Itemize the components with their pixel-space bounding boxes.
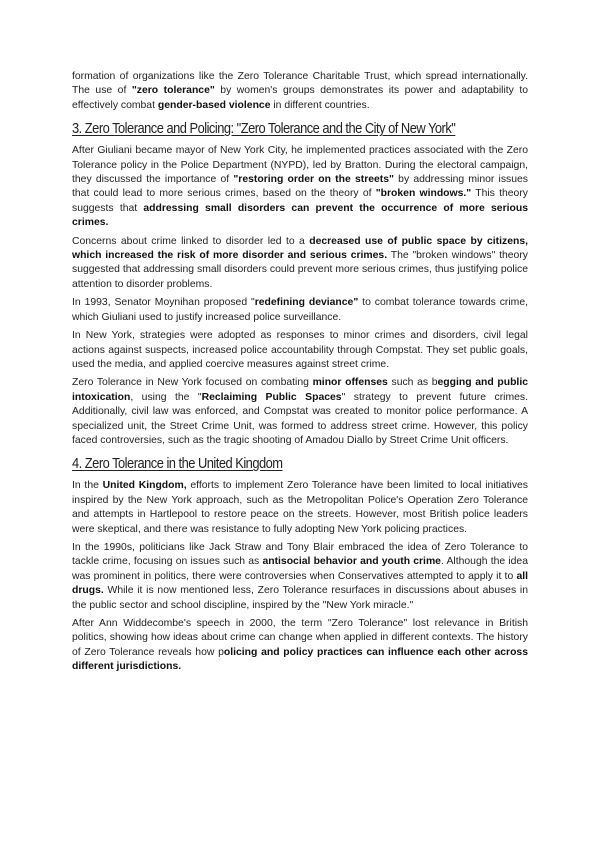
bold-text: minor offenses — [312, 377, 388, 389]
bold-text: "broken windows." — [375, 188, 472, 200]
section-heading: 4. Zero Tolerance in the United Kingdom — [72, 455, 283, 473]
paragraph — [72, 479, 528, 537]
bold-text: "restoring order on the streets" — [233, 174, 394, 186]
bold-text: all drugs. — [72, 570, 528, 597]
bold-text: antisocial behavior and youth crime — [262, 556, 441, 568]
text: This theory suggests that — [72, 188, 528, 214]
text: In the — [72, 480, 103, 492]
document-page — [72, 70, 528, 679]
paragraph — [72, 296, 528, 325]
paragraph — [72, 541, 528, 613]
bold-text: redefining deviance" — [254, 297, 359, 309]
text: After Giuliani became mayor of New York City, he implemented practices associated with the Zero Tolerance policy in the Police Department (NYPD), led by Bratton. During the electoral campaign, they discussed the importance of — [72, 145, 528, 186]
paragraph — [72, 617, 528, 675]
bold-text: Reclaiming Public Spaces — [201, 391, 342, 403]
text: " strategy to prevent future crimes. Additionally, civil law was enforced, and Compstat was created to monitor police performance. A specialized unit, the Street Crime Unit, was formed to address street crime. However, this policy faced controversies, such as the tragic shooting of Amadou Diallo by Street Crime Unit officers. — [72, 391, 528, 446]
bold-text: gender-based violence — [157, 99, 271, 111]
bold-text: "zero tolerance" — [131, 85, 215, 97]
section-heading: 3. Zero Tolerance and Policing: "Zero Tolerance and the City of New York" — [72, 120, 456, 138]
text: such as b — [387, 377, 438, 389]
text: After Ann Widdecombe's speech in 2000, the term "Zero Tolerance" lost relevance in British politics, showing how ideas about crime can change when applied in different contexts. The history of Zero Tolerance reveals how p — [72, 618, 528, 658]
text: Concerns about crime linked to disorder led to a — [72, 235, 310, 247]
bold-text: olicing and policy practices can influence each other across different jurisdictions. — [72, 646, 528, 673]
paragraph — [72, 235, 528, 293]
paragraph — [72, 376, 528, 448]
text: to combat tolerance towards crime, which Giuliani used to justify increased police surveillance. — [72, 297, 528, 323]
text: efforts to implement Zero Tolerance have been limited to local initiatives inspired by the New York approach, such as the Metropolitan Police's Operation Zero Tolerance and attempts in Hartlepool to restore peace on the streets. However, most British police leaders were skeptical, and there was resistance to fully adopting New York policing practices. — [72, 480, 528, 535]
text: In the 1990s, politicians like Jack Straw and Tony Blair embraced the idea of Zero Tolerance to tackle crime, focusing on issues such as — [72, 541, 528, 568]
bold-text: addressing small disorders can prevent the occurrence of more serious crimes. — [72, 202, 528, 229]
bold-text: United Kingdom, — [102, 480, 187, 492]
text: formation of organizations like the Zero Tolerance Charitable Trust, which spread internationally. The use of — [72, 71, 528, 97]
text: While it is now mentioned less, Zero Tolerance resurfaces in discussions about abuses in the public sector and school discipline, inspired by the "New York miracle." — [72, 585, 528, 611]
paragraph — [72, 144, 528, 230]
paragraph — [72, 329, 528, 372]
text: in different countries. — [270, 99, 370, 111]
text: The "broken windows" theory suggested that addressing small disorders could prevent more serious crimes, thus justifying police attention to disorder problems. — [72, 250, 528, 290]
text: by women's groups demonstrates its power and adaptability to effectively combat — [72, 85, 529, 111]
text: Zero Tolerance in New York focused on combating — [72, 377, 313, 389]
text: In New York, strategies were adopted as responses to minor crimes and disorders, civil legal actions against suspects, increased police accountability through Compstat. They set public goals, used the media, and applied coercive measures against street crime. — [72, 330, 528, 370]
bold-text: egging and public intoxication — [72, 377, 528, 403]
bold-text: decreased use of public space by citizens, which increased the risk of more disorder and serious crimes. — [72, 235, 529, 262]
paragraph — [72, 70, 528, 113]
text: , using the " — [130, 391, 202, 403]
text: by addressing minor issues that could lead to more serious crimes, based on the theory of — [72, 174, 529, 200]
text: . Although the idea was prominent in politics, there were controversies when Conservatives attempted to apply it to — [72, 556, 528, 582]
text: In 1993, Senator Moynihan proposed " — [72, 297, 255, 309]
